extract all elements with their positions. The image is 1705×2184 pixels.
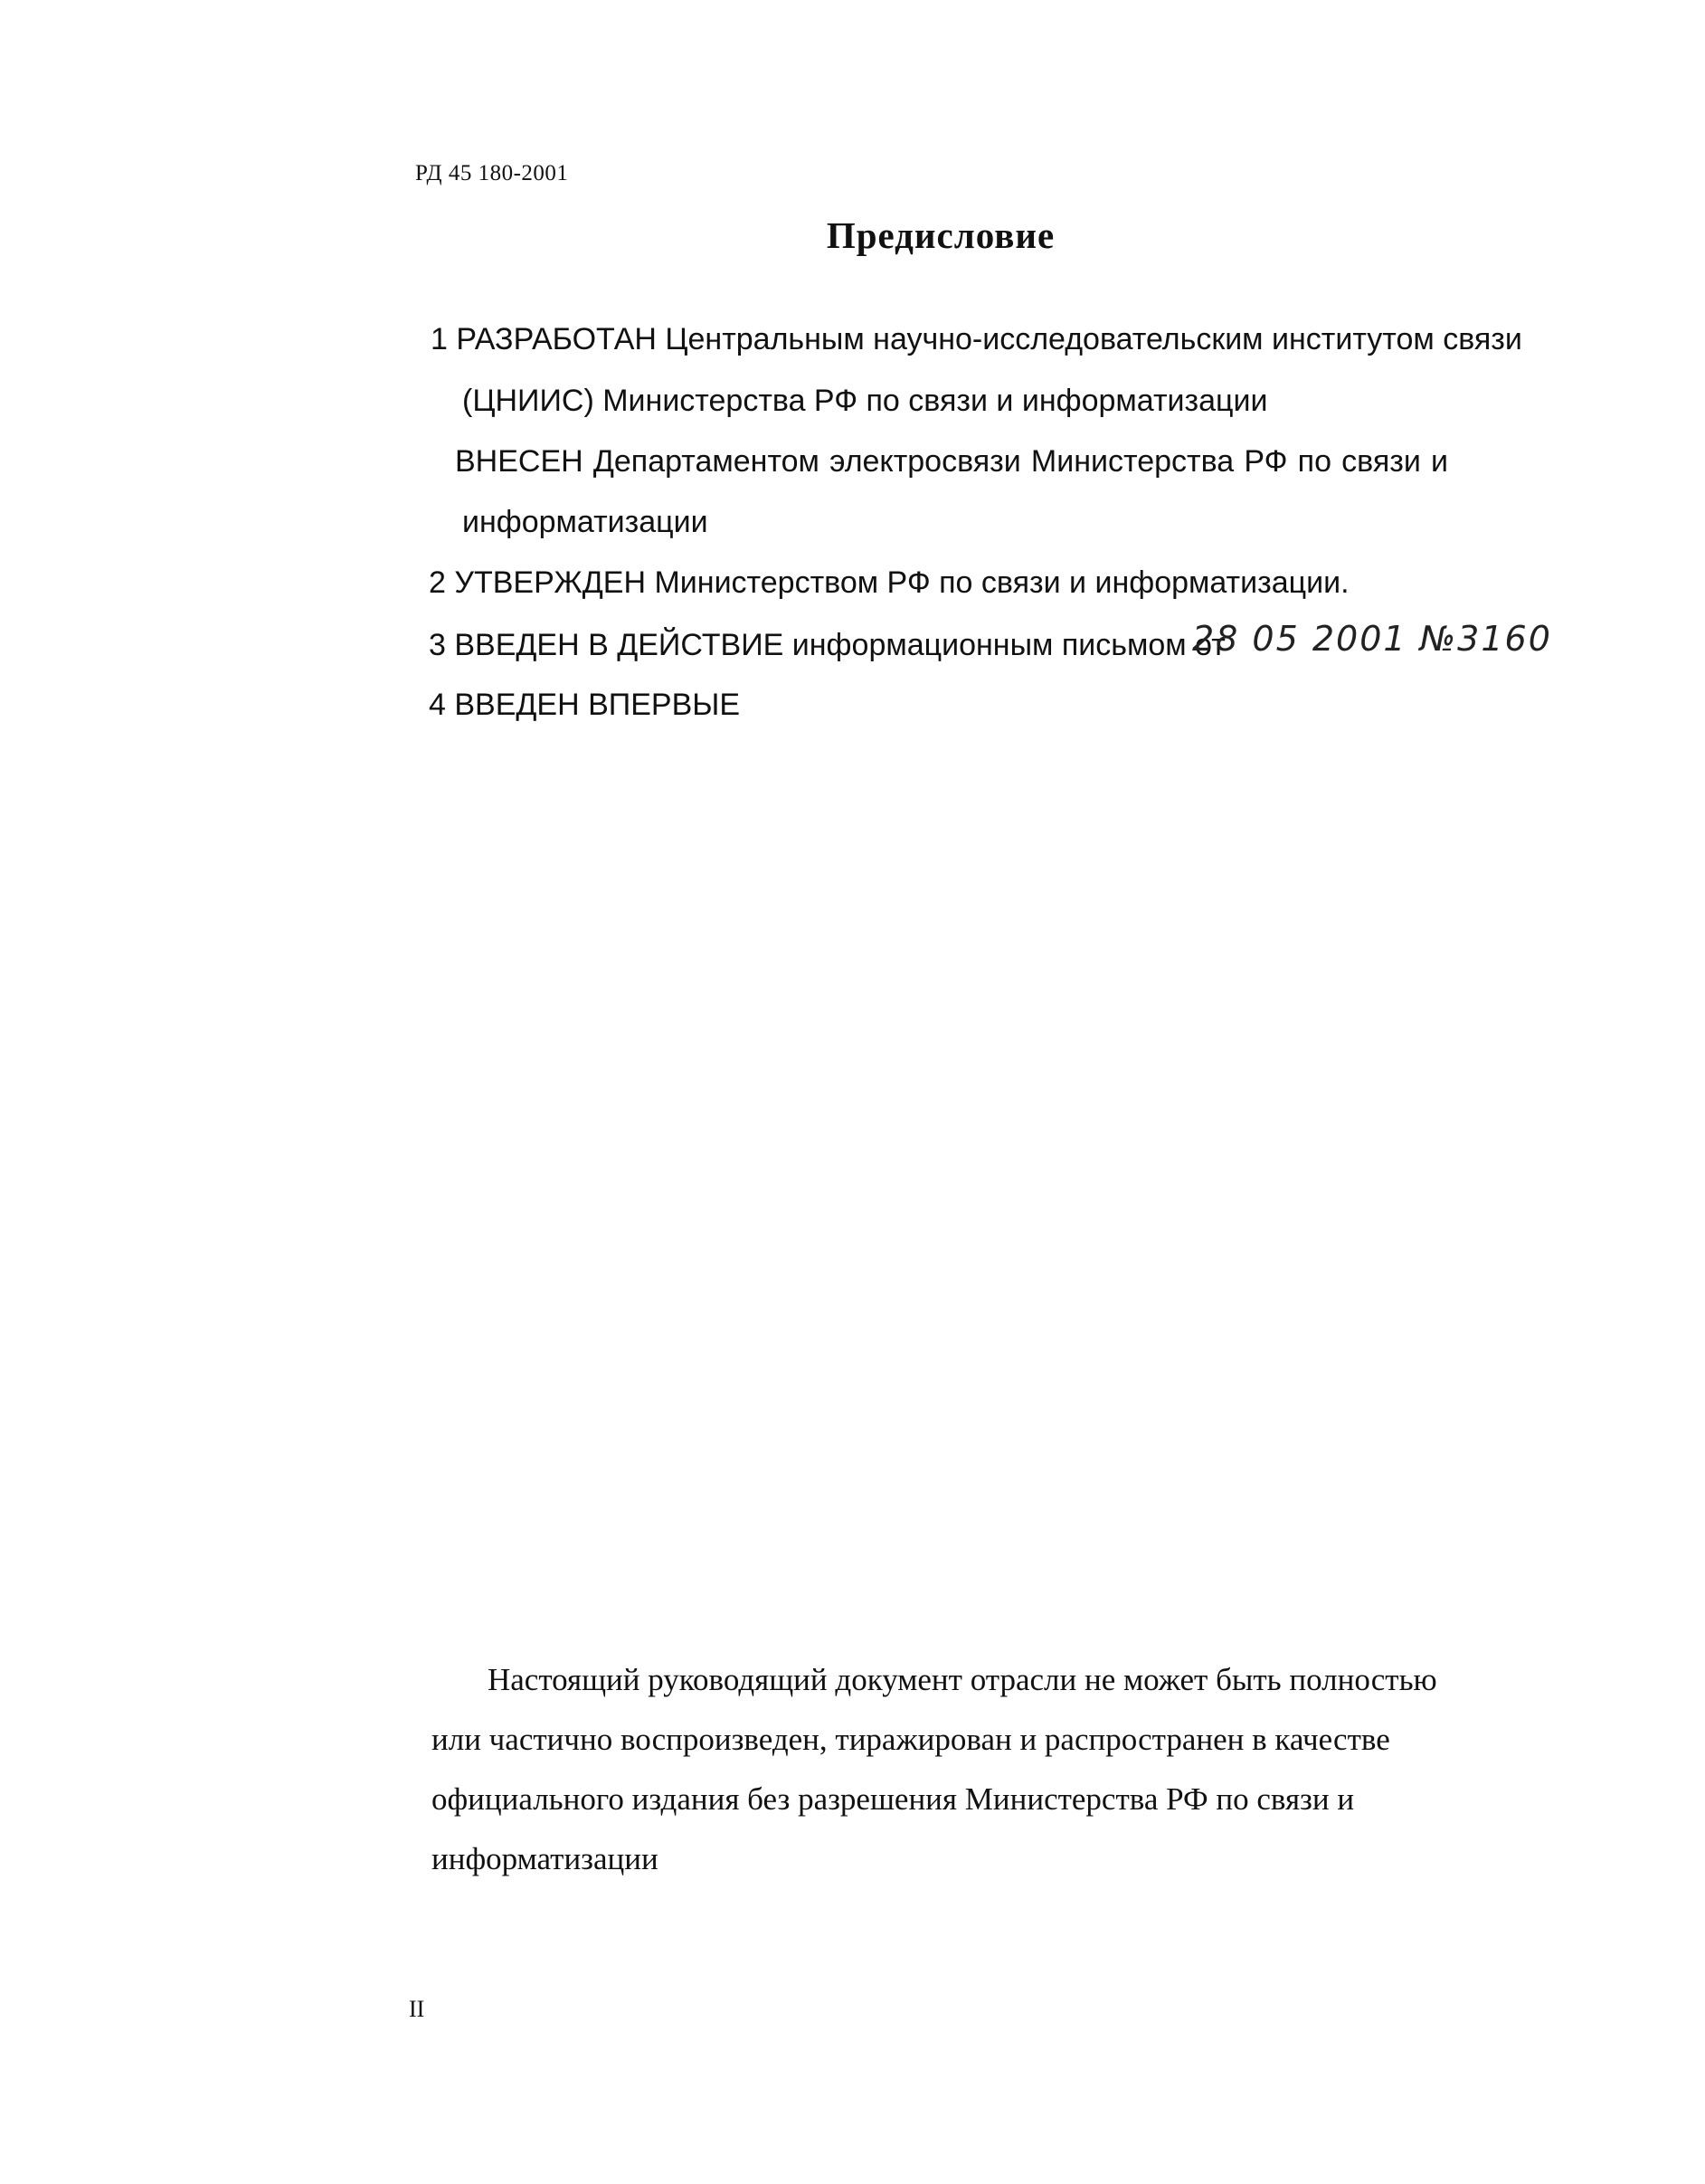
preface-item-2: 2 УТВЕРЖДЕН Министерством РФ по связи и информатизации. [429, 565, 1350, 600]
preface-item-1b-line-2: информатизации [462, 505, 708, 539]
copyright-notice [431, 1650, 1445, 1889]
handwritten-date-number: 28 05 2001 №3160 [1192, 619, 1552, 659]
preface-item-4: 4 ВВЕДЕН ВПЕРВЫЕ [429, 688, 741, 722]
document-code: РД 45 180-2001 [415, 161, 569, 185]
preface-item-1b-line-1: ВНЕСЕН Департаментом электросвязи Министерства РФ по связи и [455, 444, 1448, 479]
copyright-notice-text: Настоящий руководящий документ отрасли не может быть полностью или частично воспроизведен, тиражирован и распространен в качестве официального издания без разрешения Министерства РФ по связи и информатизации [431, 1662, 1437, 1876]
preface-item-1-line-1: 1 РАЗРАБОТАН Центральным научно-исследовательским институтом связи [431, 322, 1522, 356]
page-number: II [409, 1996, 425, 2022]
preface-item-1-line-2: (ЦНИИС) Министерства РФ по связи и информатизации [462, 384, 1268, 418]
preface-item-3: 3 ВВЕДЕН В ДЕЙСТВИЕ информационным письмом от [429, 628, 1226, 662]
page-title: Предисловие [826, 214, 1056, 256]
